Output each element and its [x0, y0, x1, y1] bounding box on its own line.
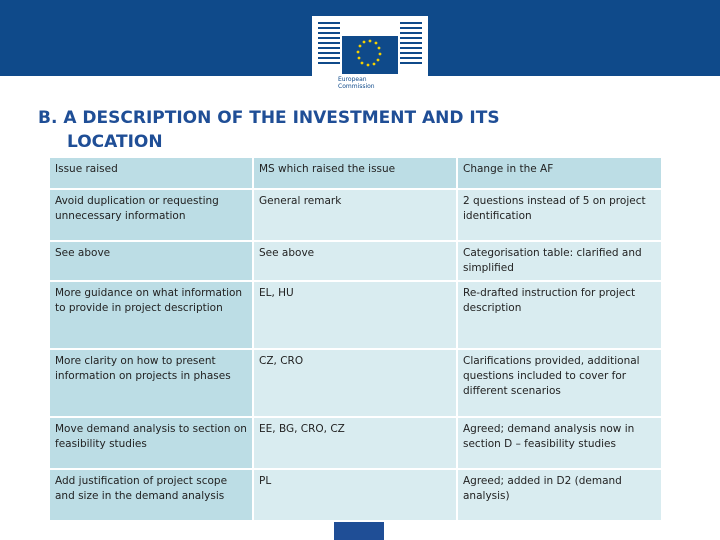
- table-cell: EL, HU: [253, 281, 457, 349]
- table-cell: Avoid duplication or requesting unnecessary information: [49, 189, 253, 241]
- table-cell: EE, BG, CRO, CZ: [253, 417, 457, 469]
- logo-text: [338, 76, 402, 90]
- european-commission-logo: [312, 16, 428, 100]
- table-cell: Re-drafted instruction for project description: [457, 281, 662, 349]
- table-header-row: [49, 157, 662, 189]
- issues-table: [48, 156, 663, 522]
- table-cell: Add justification of project scope and size in the demand analysis: [49, 469, 253, 521]
- table-row: [49, 281, 662, 349]
- table-cell: More guidance on what information to provide in project description: [49, 281, 253, 349]
- table-cell: Categorisation table: clarified and simplified: [457, 241, 662, 281]
- footer-bar: [334, 522, 384, 540]
- commission-building-icon: [312, 16, 428, 76]
- table-cell: See above: [253, 241, 457, 281]
- table-row: [49, 189, 662, 241]
- table-cell: Clarifications provided, additional questions included to cover for different scenarios: [457, 349, 662, 417]
- table-cell: Agreed; added in D2 (demand analysis): [457, 469, 662, 521]
- table-cell: 2 questions instead of 5 on project identification: [457, 189, 662, 241]
- table-cell: PL: [253, 469, 457, 521]
- header-issue-raised: Issue raised: [49, 157, 253, 189]
- header-change-af: Change in the AF: [457, 157, 662, 189]
- logo-line-1: European: [338, 76, 367, 83]
- table-row: [49, 417, 662, 469]
- slide-title: [38, 106, 678, 154]
- table-cell: Agreed; demand analysis now in section D – feasibility studies: [457, 417, 662, 469]
- table-row: [49, 469, 662, 521]
- table-cell: More clarity on how to present information on projects in phases: [49, 349, 253, 417]
- header-ms-raised: MS which raised the issue: [253, 157, 457, 189]
- slide-title-line-1: B. A DESCRIPTION OF THE INVESTMENT AND ITS: [38, 108, 500, 128]
- logo-line-2: Commission: [338, 83, 375, 90]
- table-row: [49, 349, 662, 417]
- table-cell: Move demand analysis to section on feasibility studies: [49, 417, 253, 469]
- table-cell: General remark: [253, 189, 457, 241]
- table-cell: CZ, CRO: [253, 349, 457, 417]
- slide-title-line-2: LOCATION: [67, 132, 163, 152]
- table-row: [49, 241, 662, 281]
- table-cell: See above: [49, 241, 253, 281]
